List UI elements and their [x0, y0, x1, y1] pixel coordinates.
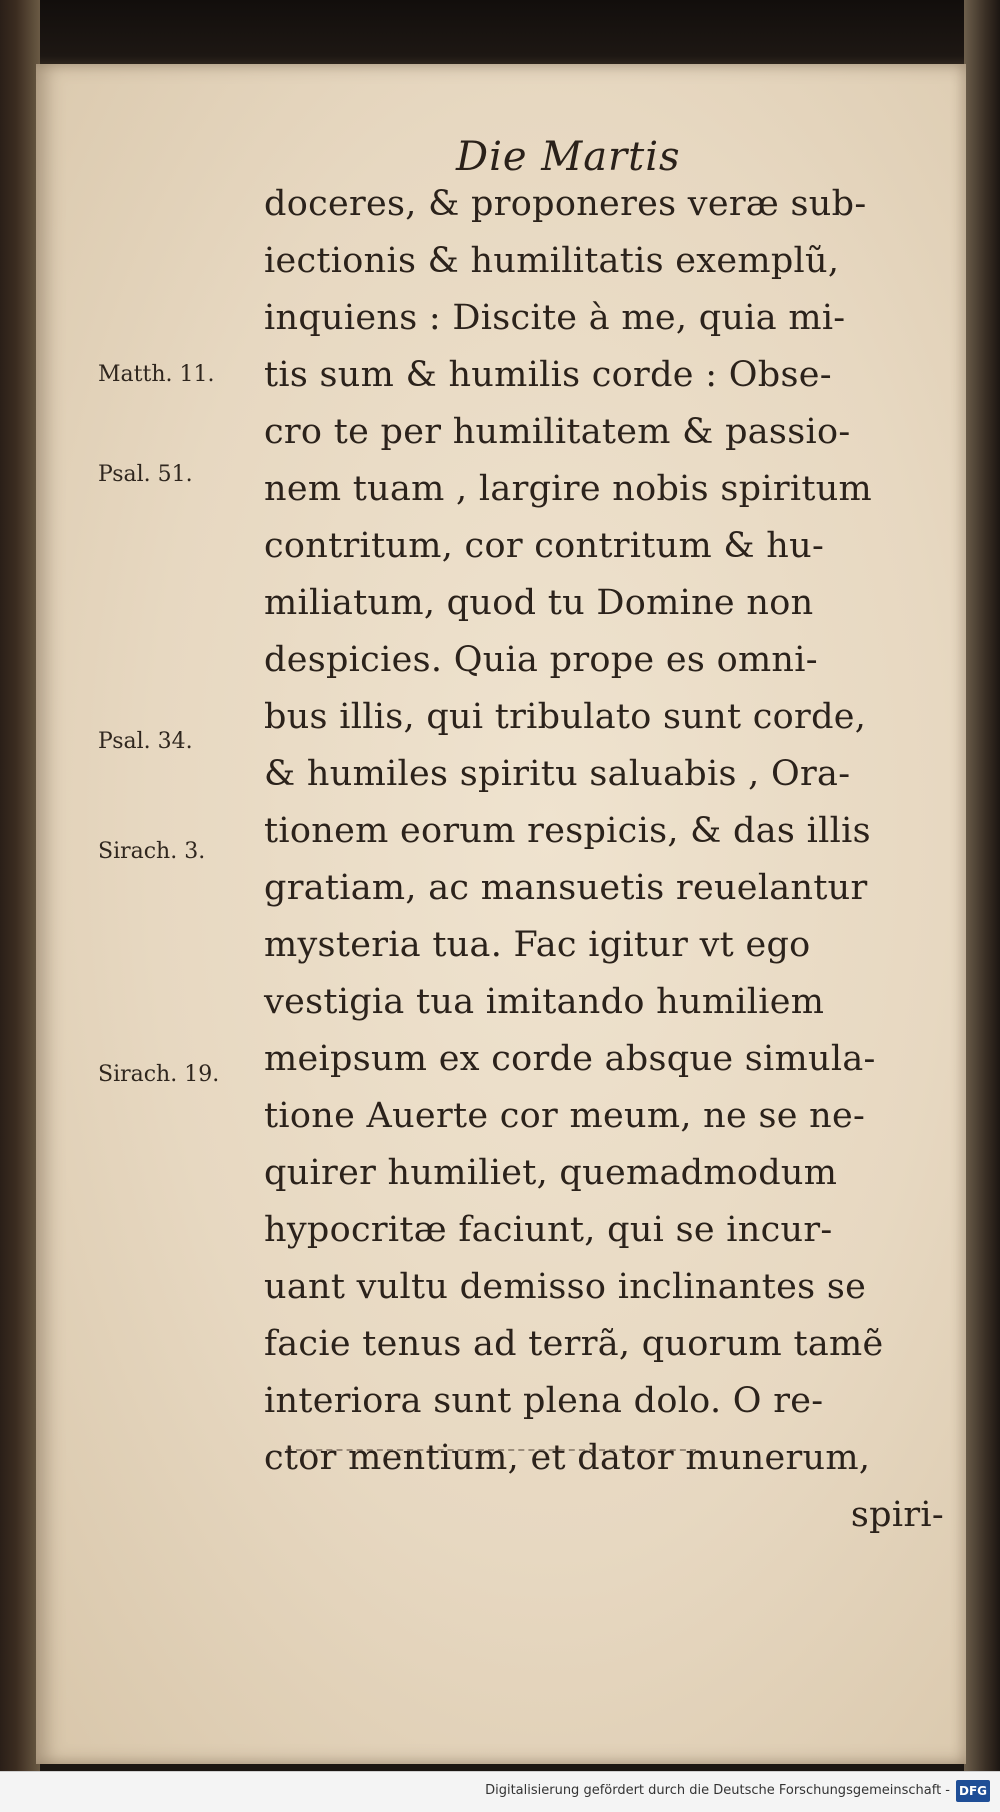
text-line: inquiens : Discite à me, quia mi-	[264, 298, 846, 338]
book-fore-edge	[964, 0, 1000, 1812]
text-line: contritum, cor contritum & hu-	[264, 526, 825, 566]
text-line: bus illis, qui tribulato sunt corde,	[264, 697, 867, 737]
footer-credit: Digitalisierung gefördert durch die Deutsche Forschungsgemeinschaft -	[485, 1783, 950, 1798]
text-line: meipsum ex corde absque simula-	[264, 1039, 876, 1079]
margin-note-matthew: Matth. 11.	[98, 362, 215, 387]
text-line: interiora sunt plena dolo. O re-	[264, 1381, 824, 1421]
page-text	[264, 176, 964, 1544]
text-line: gratiam, ac mansuetis reuelantur	[264, 868, 868, 908]
text-line: hypocritæ faciunt, qui se incur-	[264, 1210, 833, 1250]
book-spine	[0, 0, 40, 1812]
text-line: miliatum, quod tu Domine non	[264, 583, 814, 623]
text-line: tis sum & humilis corde : Obse-	[264, 355, 832, 395]
text-line: mysteria tua. Fac igitur vt ego	[264, 925, 811, 965]
margin-note-psalm-34: Psal. 34.	[98, 729, 193, 754]
dfg-logo-icon: DFG	[956, 1780, 990, 1802]
text-line: facie tenus ad terrã, quorum tamẽ	[264, 1324, 884, 1364]
text-line: despicies. Quia prope es omni-	[264, 640, 818, 680]
margin-note-sirach-3: Sirach. 3.	[98, 839, 206, 864]
text-line: iectionis & humilitatis exemplũ,	[264, 241, 840, 281]
text-line: & humiles spiritu saluabis , Ora-	[264, 754, 851, 794]
digitization-footer	[0, 1771, 1000, 1812]
text-line: nem tuam , largire nobis spiritum	[264, 469, 873, 509]
margin-note-psalm-51: Psal. 51.	[98, 462, 193, 487]
text-line: ctor mentium, et dator munerum,	[264, 1438, 871, 1478]
margin-note-sirach-19: Sirach. 19.	[98, 1062, 220, 1087]
catchword: spiri-	[850, 1495, 944, 1535]
text-line: quirer humiliet, quemadmodum	[264, 1153, 838, 1193]
book-page	[36, 64, 966, 1764]
text-line: tione Auerte cor meum, ne se ne-	[264, 1096, 866, 1136]
running-head: Die Martis	[456, 134, 681, 180]
text-line: vestigia tua imitando humiliem	[264, 982, 825, 1022]
catch-rule	[286, 1449, 696, 1451]
text-line: tionem eorum respicis, & das illis	[264, 811, 871, 851]
book-top-edge	[0, 0, 1000, 70]
text-line: doceres, & proponeres veræ sub-	[264, 184, 867, 224]
text-line: uant vultu demisso inclinantes se	[264, 1267, 867, 1307]
text-line: cro te per humilitatem & passio-	[264, 412, 851, 452]
